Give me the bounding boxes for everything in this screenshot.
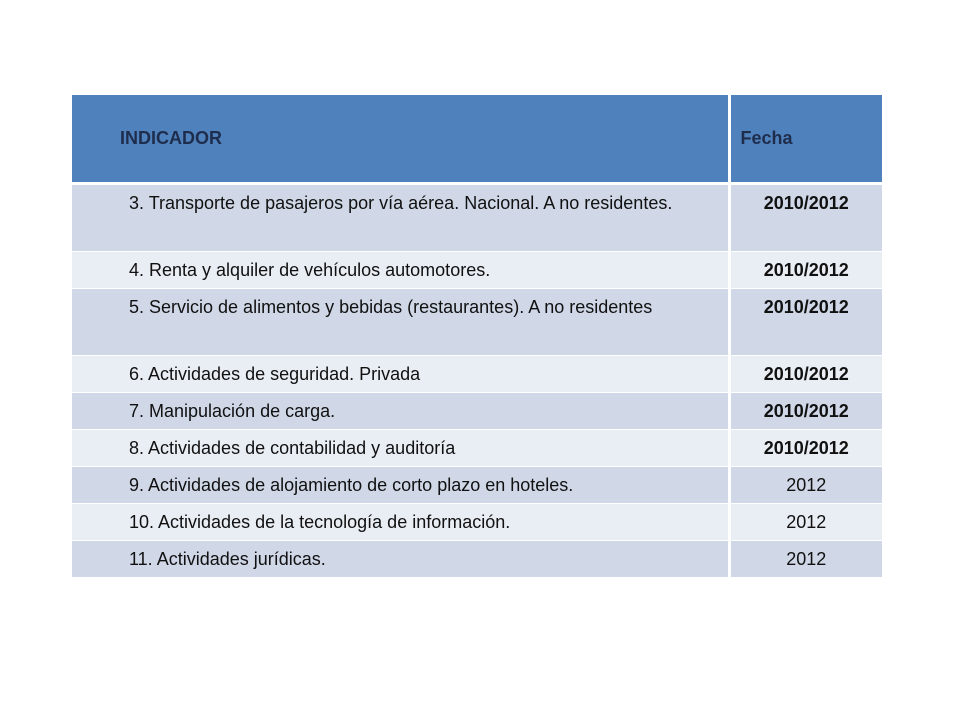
table-row — [72, 356, 882, 393]
row-indicator: 3. Transporte de pasajeros por vía aérea. Nacional. A no residentes. — [72, 184, 729, 252]
row-indicator: 11. Actividades jurídicas. — [72, 541, 729, 578]
row-indicator: 4. Renta y alquiler de vehículos automotores. — [72, 252, 729, 289]
table-row — [72, 467, 882, 504]
table-row — [72, 252, 882, 289]
row-date: 2012 — [729, 467, 882, 504]
row-date: 2012 — [729, 504, 882, 541]
row-indicator: 10. Actividades de la tecnología de información. — [72, 504, 729, 541]
row-date: 2010/2012 — [729, 289, 882, 356]
row-date: 2010/2012 — [729, 430, 882, 467]
table-header-row — [72, 95, 882, 184]
row-indicator: 9. Actividades de alojamiento de corto plazo en hoteles. — [72, 467, 729, 504]
header-date: Fecha — [729, 95, 882, 184]
row-date: 2012 — [729, 541, 882, 578]
header-indicator: INDICADOR — [72, 95, 729, 184]
table-row — [72, 504, 882, 541]
row-date: 2010/2012 — [729, 184, 882, 252]
row-indicator: 6. Actividades de seguridad. Privada — [72, 356, 729, 393]
table-row — [72, 541, 882, 578]
table-row — [72, 184, 882, 252]
row-date: 2010/2012 — [729, 393, 882, 430]
indicators-table — [72, 95, 882, 578]
table-row — [72, 289, 882, 356]
row-indicator: 8. Actividades de contabilidad y auditoría — [72, 430, 729, 467]
row-date: 2010/2012 — [729, 356, 882, 393]
indicators-table-container — [72, 95, 882, 578]
row-indicator: 7. Manipulación de carga. — [72, 393, 729, 430]
table-row — [72, 430, 882, 467]
row-indicator: 5. Servicio de alimentos y bebidas (restaurantes). A no residentes — [72, 289, 729, 356]
table-row — [72, 393, 882, 430]
row-date: 2010/2012 — [729, 252, 882, 289]
